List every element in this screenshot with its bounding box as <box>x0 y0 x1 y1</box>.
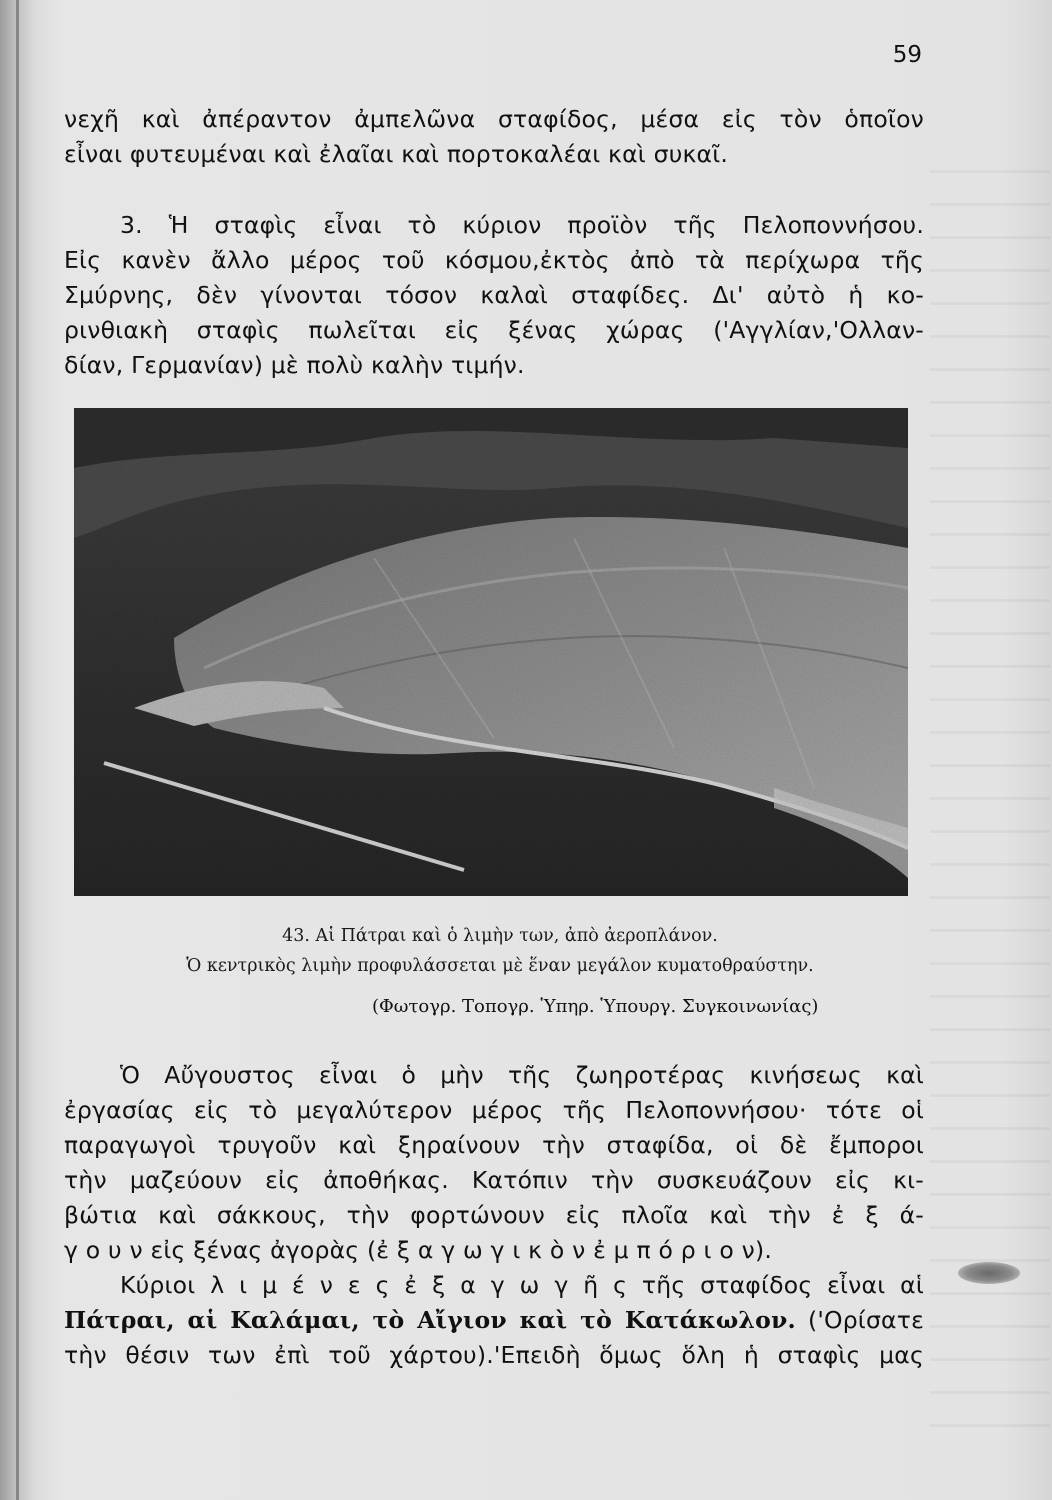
text-line: 3. Ἡ σταφὶς εἶναι τὸ κύριον προϊὸν τῆς Πελοποννήσου. <box>120 211 924 239</box>
text-line: παραγωγοὶ τρυγοῦν καὶ ξηραίνουν τὴν σταφίδα, οἱ δὲ ἔμποροι <box>64 1131 924 1159</box>
aerial-photo-patras <box>74 408 908 896</box>
figure-source: (Φωτογρ. Τοπογρ. Ὑπηρ. Ὑπουργ. Συγκοινωνίας) <box>372 996 819 1017</box>
text-line: Σμύρνης, δὲν γίνονται τόσον καλαὶ σταφίδες. Δι' αὐτὸ ἡ κο- <box>64 281 924 309</box>
text-line: δίαν, Γερμανίαν) μὲ πολὺ καλὴν τιμήν. <box>64 351 525 379</box>
text-line: βώτια καὶ σάκκους, τὴν φορτώνουν εἰς πλοῖα καὶ τὴν ἐ ξ ά- <box>64 1201 924 1229</box>
text-line <box>64 1303 924 1338</box>
text-fragment: ('Ορίσατε <box>807 1306 924 1334</box>
page-number: 59 <box>892 42 922 68</box>
text-line: νεχῆ καὶ ἀπέραντον ἀμπελῶνα σταφίδος, μέσα εἰς τὸν ὁποῖον <box>64 105 924 133</box>
ports-bold-list: Πάτραι, αἱ Καλάμαι, τὸ Αἴγιον καὶ τὸ Κατάκωλον. <box>64 1306 796 1334</box>
paragraph-continuation <box>64 102 924 172</box>
text-line: τὴν μαζεύουν εἰς ἀποθήκας. Κατόπιν τὴν συσκευάζουν εἰς κι- <box>64 1166 924 1194</box>
text-line: Κύριοι λ ι μ έ ν ε ς ἐ ξ α γ ω γ ῆ ς τῆς σταφίδος εἶναι αἱ <box>120 1271 924 1299</box>
text-line: Ὁ Αὔγουστος εἶναι ὁ μὴν τῆς ζωηροτέρας κινήσεως καὶ <box>120 1061 924 1089</box>
text-line: τὴν θέσιν των ἐπὶ τοῦ χάρτου).'Επειδὴ ὅμως ὅλη ἡ σταφὶς μας <box>64 1341 924 1369</box>
photo-illustration <box>74 408 908 896</box>
page-spine <box>16 0 19 1500</box>
text-line: ἐργασίας εἰς τὸ μεγαλύτερον μέρος τῆς Πελοποννήσου· τότε οἱ <box>64 1096 924 1124</box>
ink-smudge <box>958 1262 1020 1284</box>
text-line: γ ο υ ν εἰς ξένας ἀγορὰς (ἐ ξ α γ ω γ ι κ ὸ ν ἐ μ π ό ρ ι ο ν). <box>64 1236 772 1264</box>
text-line: εἶναι φυτευμέναι καὶ ἐλαῖαι καὶ πορτοκαλέαι καὶ συκαῖ. <box>64 140 729 168</box>
paragraph-3 <box>64 208 924 383</box>
text-line: Εἰς κανὲν ἄλλο μέρος τοῦ κόσμου,ἐκτὸς ἀπὸ τὰ περίχωρα τῆς <box>64 246 924 274</box>
figure-caption-line-1: 43. Αἱ Πάτραι καὶ ὁ λιμὴν των, ἀπὸ ἀεροπλάνον. <box>282 926 718 946</box>
figure-caption-line-2: Ὁ κεντρικὸς λιμὴν προφυλάσσεται μὲ ἕναν μεγάλον κυματοθραύστην. <box>186 956 814 976</box>
paragraph-ports <box>64 1268 924 1373</box>
text-line: ρινθιακὴ σταφὶς πωλεῖται εἰς ξένας χώρας ('Αγγλίαν,'Ολλαν- <box>64 316 924 344</box>
paragraph-august <box>64 1058 924 1268</box>
show-through-text <box>930 140 1050 1440</box>
